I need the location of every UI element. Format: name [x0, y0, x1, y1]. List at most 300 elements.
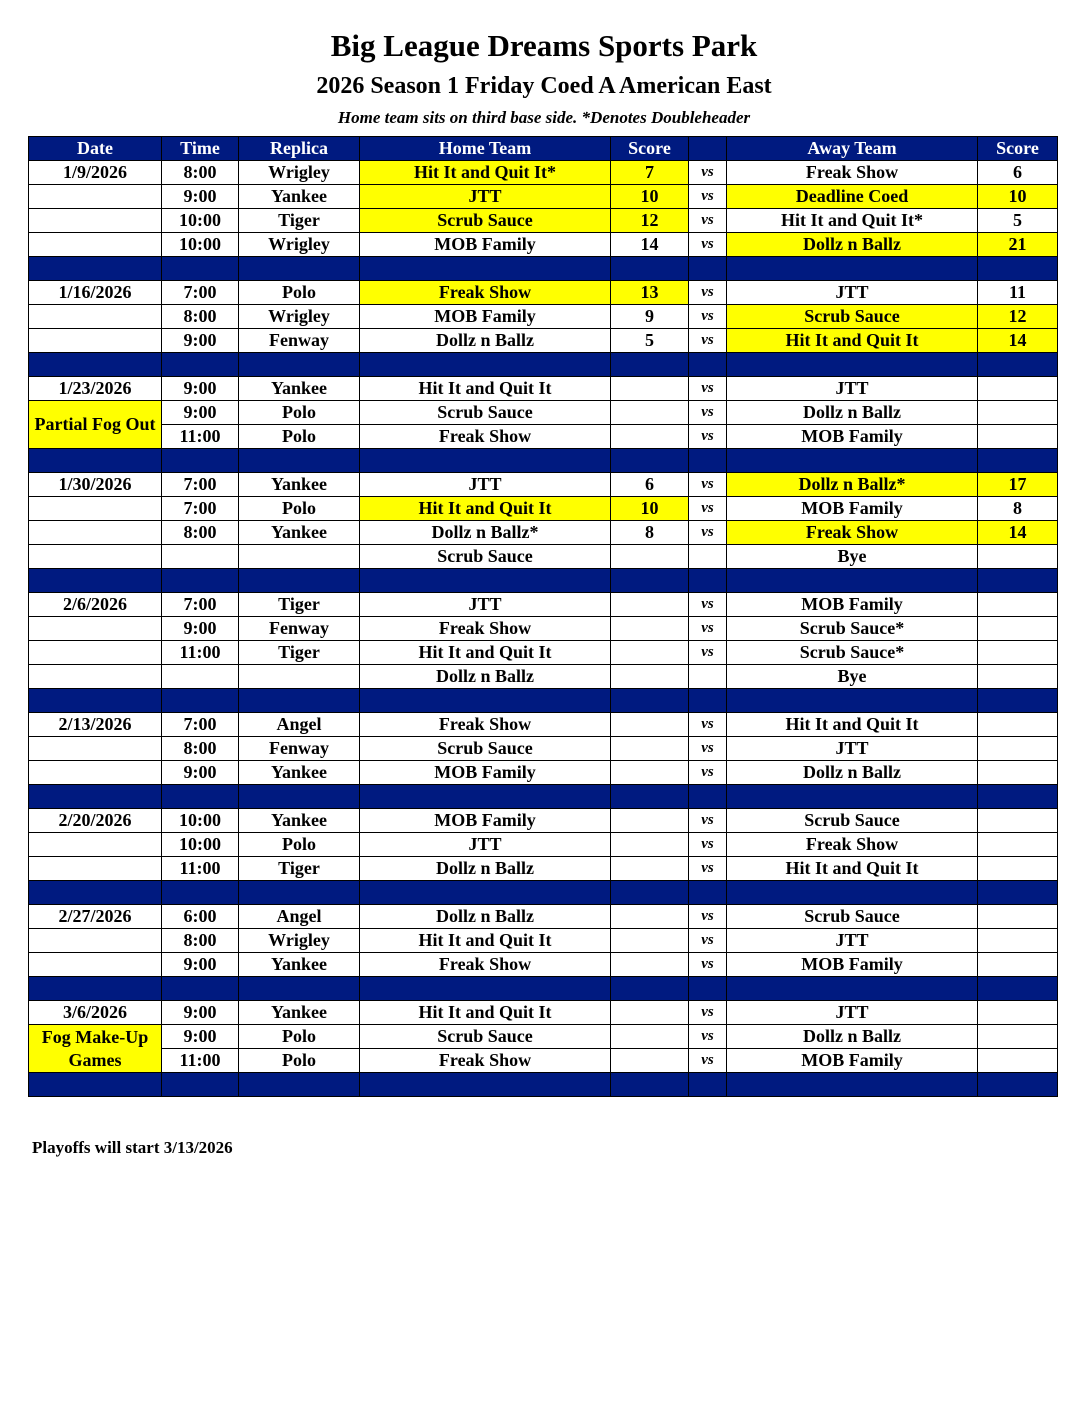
away-score: 11	[978, 281, 1058, 305]
separator-cell	[239, 1073, 360, 1097]
game-time	[162, 665, 239, 689]
separator-cell	[162, 569, 239, 593]
vs-label: vs	[689, 1001, 727, 1025]
game-replica: Polo	[239, 833, 360, 857]
game-row	[29, 545, 1058, 569]
game-date: 3/6/2026	[29, 1001, 162, 1025]
home-score	[611, 809, 689, 833]
home-team: Hit It and Quit It	[360, 641, 611, 665]
game-row	[29, 281, 1058, 305]
away-team: Dollz n Ballz	[727, 233, 978, 257]
game-time: 9:00	[162, 185, 239, 209]
away-team: MOB Family	[727, 953, 978, 977]
schedule-body	[29, 161, 1058, 1097]
week-separator	[29, 353, 1058, 377]
away-team: Freak Show	[727, 521, 978, 545]
home-team: Dollz n Ballz	[360, 329, 611, 353]
schedule-table	[28, 136, 1058, 1097]
away-team: JTT	[727, 377, 978, 401]
home-score: 7	[611, 161, 689, 185]
separator-cell	[978, 689, 1058, 713]
game-row	[29, 617, 1058, 641]
away-team: Scrub Sauce	[727, 905, 978, 929]
game-time: 10:00	[162, 209, 239, 233]
away-score	[978, 953, 1058, 977]
home-team: Freak Show	[360, 713, 611, 737]
game-replica: Polo	[239, 281, 360, 305]
game-date-empty	[29, 329, 162, 353]
game-row	[29, 713, 1058, 737]
game-date-empty	[29, 665, 162, 689]
vs-label	[689, 665, 727, 689]
game-replica: Fenway	[239, 329, 360, 353]
away-team: MOB Family	[727, 497, 978, 521]
game-date: 1/30/2026	[29, 473, 162, 497]
doubleheader-note: Home team sits on third base side. *Denotes Doubleheader	[337, 108, 751, 127]
game-replica: Polo	[239, 425, 360, 449]
home-score: 6	[611, 473, 689, 497]
game-row	[29, 1049, 1058, 1073]
separator-cell	[162, 785, 239, 809]
away-score	[978, 401, 1058, 425]
vs-label: vs	[689, 401, 727, 425]
game-time: 7:00	[162, 713, 239, 737]
home-team: Hit It and Quit It	[360, 497, 611, 521]
away-score	[978, 761, 1058, 785]
vs-label: vs	[689, 857, 727, 881]
separator-cell	[727, 1073, 978, 1097]
game-time: 10:00	[162, 809, 239, 833]
away-team: Hit It and Quit It*	[727, 209, 978, 233]
game-date-empty	[29, 305, 162, 329]
home-score: 13	[611, 281, 689, 305]
home-team: Freak Show	[360, 281, 611, 305]
vs-label: vs	[689, 953, 727, 977]
away-team: JTT	[727, 929, 978, 953]
away-team: Scrub Sauce*	[727, 641, 978, 665]
vs-label: vs	[689, 1049, 727, 1073]
home-team: Dollz n Ballz	[360, 665, 611, 689]
away-score	[978, 1025, 1058, 1049]
home-score	[611, 857, 689, 881]
vs-label: vs	[689, 233, 727, 257]
game-row	[29, 377, 1058, 401]
away-team: JTT	[727, 1001, 978, 1025]
page-title: Big League Dreams Sports Park	[330, 28, 758, 63]
game-row	[29, 641, 1058, 665]
separator-cell	[727, 977, 978, 1001]
game-time: 7:00	[162, 497, 239, 521]
separator-cell	[239, 353, 360, 377]
home-score	[611, 1001, 689, 1025]
week-separator	[29, 569, 1058, 593]
game-date: 2/13/2026	[29, 713, 162, 737]
away-score	[978, 809, 1058, 833]
separator-cell	[360, 785, 611, 809]
away-score	[978, 833, 1058, 857]
separator-cell	[611, 569, 689, 593]
away-team: Dollz n Ballz	[727, 1025, 978, 1049]
home-team: Freak Show	[360, 953, 611, 977]
away-score	[978, 1001, 1058, 1025]
separator-cell	[611, 977, 689, 1001]
separator-cell	[978, 977, 1058, 1001]
away-score	[978, 617, 1058, 641]
separator-cell	[727, 881, 978, 905]
home-team: MOB Family	[360, 761, 611, 785]
game-replica: Tiger	[239, 593, 360, 617]
home-score	[611, 425, 689, 449]
separator-cell	[239, 977, 360, 1001]
away-team: Freak Show	[727, 161, 978, 185]
col-date: Date	[29, 137, 162, 161]
home-score	[611, 737, 689, 761]
separator-cell	[978, 569, 1058, 593]
home-score	[611, 377, 689, 401]
game-time: 8:00	[162, 737, 239, 761]
home-score: 10	[611, 497, 689, 521]
game-row	[29, 305, 1058, 329]
away-score: 14	[978, 521, 1058, 545]
game-replica: Tiger	[239, 209, 360, 233]
home-team: JTT	[360, 833, 611, 857]
home-score: 14	[611, 233, 689, 257]
game-time: 9:00	[162, 401, 239, 425]
separator-cell	[689, 569, 727, 593]
game-row	[29, 737, 1058, 761]
game-replica: Wrigley	[239, 161, 360, 185]
home-score	[611, 1049, 689, 1073]
separator-cell	[611, 881, 689, 905]
vs-label: vs	[689, 905, 727, 929]
away-team: Scrub Sauce	[727, 305, 978, 329]
game-time: 9:00	[162, 329, 239, 353]
week-note-tag	[29, 1025, 162, 1073]
game-time: 6:00	[162, 905, 239, 929]
col-replica: Replica	[239, 137, 360, 161]
home-team: Dollz n Ballz	[360, 857, 611, 881]
vs-label: vs	[689, 761, 727, 785]
game-replica: Polo	[239, 401, 360, 425]
game-time: 7:00	[162, 593, 239, 617]
separator-cell	[611, 785, 689, 809]
game-replica: Yankee	[239, 1001, 360, 1025]
separator-cell	[689, 257, 727, 281]
game-row	[29, 905, 1058, 929]
home-team: Dollz n Ballz*	[360, 521, 611, 545]
separator-cell	[360, 569, 611, 593]
home-score: 5	[611, 329, 689, 353]
game-replica: Yankee	[239, 521, 360, 545]
home-score: 12	[611, 209, 689, 233]
col-away-team: Away Team	[727, 137, 978, 161]
separator-cell	[162, 353, 239, 377]
vs-label: vs	[689, 617, 727, 641]
home-team: Freak Show	[360, 425, 611, 449]
game-time: 10:00	[162, 233, 239, 257]
vs-label: vs	[689, 713, 727, 737]
game-replica: Yankee	[239, 473, 360, 497]
game-date-empty	[29, 617, 162, 641]
page-subtitle: 2026 Season 1 Friday Coed A American East	[316, 73, 772, 99]
col-vs	[689, 137, 727, 161]
game-replica: Wrigley	[239, 233, 360, 257]
home-score	[611, 953, 689, 977]
vs-label: vs	[689, 641, 727, 665]
away-score	[978, 905, 1058, 929]
separator-cell	[360, 1073, 611, 1097]
away-score	[978, 713, 1058, 737]
game-date: 2/6/2026	[29, 593, 162, 617]
away-team: Hit It and Quit It	[727, 713, 978, 737]
game-row	[29, 953, 1058, 977]
separator-cell	[727, 449, 978, 473]
game-replica: Yankee	[239, 809, 360, 833]
game-replica: Polo	[239, 497, 360, 521]
game-row	[29, 497, 1058, 521]
away-score	[978, 737, 1058, 761]
game-time: 8:00	[162, 929, 239, 953]
week-separator	[29, 257, 1058, 281]
separator-cell	[978, 353, 1058, 377]
game-replica: Wrigley	[239, 929, 360, 953]
separator-cell	[978, 257, 1058, 281]
game-date: 1/23/2026	[29, 377, 162, 401]
game-time: 11:00	[162, 425, 239, 449]
home-score	[611, 929, 689, 953]
game-row	[29, 833, 1058, 857]
away-team: MOB Family	[727, 1049, 978, 1073]
game-time: 9:00	[162, 1001, 239, 1025]
game-row	[29, 809, 1058, 833]
game-row	[29, 185, 1058, 209]
game-time: 7:00	[162, 473, 239, 497]
vs-label: vs	[689, 737, 727, 761]
home-score	[611, 665, 689, 689]
separator-cell	[29, 353, 162, 377]
separator-cell	[611, 257, 689, 281]
game-replica: Yankee	[239, 377, 360, 401]
separator-cell	[162, 257, 239, 281]
away-team: JTT	[727, 281, 978, 305]
week-separator	[29, 881, 1058, 905]
home-score	[611, 905, 689, 929]
away-score: 8	[978, 497, 1058, 521]
game-date: 1/9/2026	[29, 161, 162, 185]
home-team: JTT	[360, 185, 611, 209]
separator-cell	[727, 785, 978, 809]
home-team: Hit It and Quit It	[360, 377, 611, 401]
game-time: 9:00	[162, 761, 239, 785]
game-row	[29, 233, 1058, 257]
away-score	[978, 1049, 1058, 1073]
vs-label: vs	[689, 473, 727, 497]
separator-cell	[689, 977, 727, 1001]
col-away-score: Score	[978, 137, 1058, 161]
away-team: Dollz n Ballz*	[727, 473, 978, 497]
game-replica	[239, 545, 360, 569]
game-date-empty	[29, 929, 162, 953]
separator-cell	[239, 881, 360, 905]
game-row	[29, 665, 1058, 689]
separator-cell	[360, 881, 611, 905]
vs-label	[689, 545, 727, 569]
home-team: Freak Show	[360, 1049, 611, 1073]
separator-cell	[162, 449, 239, 473]
vs-label: vs	[689, 1025, 727, 1049]
separator-cell	[727, 257, 978, 281]
game-time: 8:00	[162, 521, 239, 545]
game-time: 11:00	[162, 641, 239, 665]
game-replica: Fenway	[239, 737, 360, 761]
separator-cell	[29, 785, 162, 809]
separator-cell	[360, 353, 611, 377]
separator-cell	[162, 977, 239, 1001]
game-time: 11:00	[162, 857, 239, 881]
home-score	[611, 833, 689, 857]
away-team: Freak Show	[727, 833, 978, 857]
col-home-score: Score	[611, 137, 689, 161]
home-team: Scrub Sauce	[360, 545, 611, 569]
separator-cell	[689, 353, 727, 377]
game-date-empty	[29, 641, 162, 665]
home-score	[611, 713, 689, 737]
vs-label: vs	[689, 185, 727, 209]
game-row	[29, 401, 1058, 425]
week-note-text: Fog Make-Up Games	[41, 1026, 149, 1070]
game-replica: Yankee	[239, 761, 360, 785]
home-score: 10	[611, 185, 689, 209]
home-score	[611, 1025, 689, 1049]
away-team: Hit It and Quit It	[727, 329, 978, 353]
away-team: Scrub Sauce*	[727, 617, 978, 641]
game-replica: Tiger	[239, 641, 360, 665]
separator-cell	[29, 977, 162, 1001]
separator-cell	[611, 689, 689, 713]
game-replica: Fenway	[239, 617, 360, 641]
vs-label: vs	[689, 329, 727, 353]
header-row	[29, 137, 1058, 161]
separator-cell	[162, 1073, 239, 1097]
home-team: Hit It and Quit It*	[360, 161, 611, 185]
week-separator	[29, 785, 1058, 809]
separator-cell	[978, 881, 1058, 905]
away-score: 10	[978, 185, 1058, 209]
separator-cell	[29, 689, 162, 713]
separator-cell	[689, 881, 727, 905]
separator-cell	[29, 569, 162, 593]
game-row	[29, 521, 1058, 545]
away-team: Hit It and Quit It	[727, 857, 978, 881]
away-team: Dollz n Ballz	[727, 401, 978, 425]
game-row	[29, 857, 1058, 881]
separator-cell	[162, 881, 239, 905]
game-replica: Polo	[239, 1025, 360, 1049]
col-home-team: Home Team	[360, 137, 611, 161]
game-row	[29, 329, 1058, 353]
game-replica: Polo	[239, 1049, 360, 1073]
separator-cell	[29, 881, 162, 905]
separator-cell	[360, 257, 611, 281]
game-row	[29, 425, 1058, 449]
home-team: Scrub Sauce	[360, 401, 611, 425]
away-team: Bye	[727, 665, 978, 689]
game-time: 8:00	[162, 161, 239, 185]
separator-cell	[689, 1073, 727, 1097]
game-time: 7:00	[162, 281, 239, 305]
vs-label: vs	[689, 377, 727, 401]
separator-cell	[727, 569, 978, 593]
vs-label: vs	[689, 281, 727, 305]
game-replica	[239, 665, 360, 689]
separator-cell	[239, 785, 360, 809]
col-time: Time	[162, 137, 239, 161]
separator-cell	[978, 785, 1058, 809]
away-score: 21	[978, 233, 1058, 257]
vs-label: vs	[689, 929, 727, 953]
separator-cell	[29, 449, 162, 473]
game-row	[29, 1025, 1058, 1049]
home-team: Scrub Sauce	[360, 209, 611, 233]
away-score	[978, 425, 1058, 449]
away-score	[978, 641, 1058, 665]
game-row	[29, 473, 1058, 497]
home-score	[611, 617, 689, 641]
game-replica: Wrigley	[239, 305, 360, 329]
separator-cell	[689, 785, 727, 809]
home-team: Freak Show	[360, 617, 611, 641]
separator-cell	[239, 257, 360, 281]
vs-label: vs	[689, 809, 727, 833]
separator-cell	[727, 353, 978, 377]
separator-cell	[360, 449, 611, 473]
home-score: 9	[611, 305, 689, 329]
game-time: 9:00	[162, 953, 239, 977]
game-replica: Angel	[239, 905, 360, 929]
game-date-empty	[29, 833, 162, 857]
away-team: JTT	[727, 737, 978, 761]
home-score: 8	[611, 521, 689, 545]
game-date: 2/27/2026	[29, 905, 162, 929]
separator-cell	[29, 1073, 162, 1097]
separator-cell	[689, 449, 727, 473]
game-date-empty	[29, 761, 162, 785]
separator-cell	[727, 689, 978, 713]
vs-label: vs	[689, 209, 727, 233]
week-separator	[29, 977, 1058, 1001]
home-score	[611, 593, 689, 617]
vs-label: vs	[689, 161, 727, 185]
away-score: 6	[978, 161, 1058, 185]
game-date-empty	[29, 185, 162, 209]
separator-cell	[360, 689, 611, 713]
separator-cell	[611, 353, 689, 377]
game-time: 8:00	[162, 305, 239, 329]
away-score	[978, 377, 1058, 401]
game-date-empty	[29, 953, 162, 977]
game-row	[29, 761, 1058, 785]
home-score	[611, 545, 689, 569]
game-row	[29, 593, 1058, 617]
home-score	[611, 401, 689, 425]
separator-cell	[239, 689, 360, 713]
game-replica: Yankee	[239, 185, 360, 209]
away-score	[978, 929, 1058, 953]
game-replica: Tiger	[239, 857, 360, 881]
vs-label: vs	[689, 497, 727, 521]
playoffs-note: Playoffs will start 3/13/2026	[32, 1138, 233, 1157]
game-date-empty	[29, 233, 162, 257]
